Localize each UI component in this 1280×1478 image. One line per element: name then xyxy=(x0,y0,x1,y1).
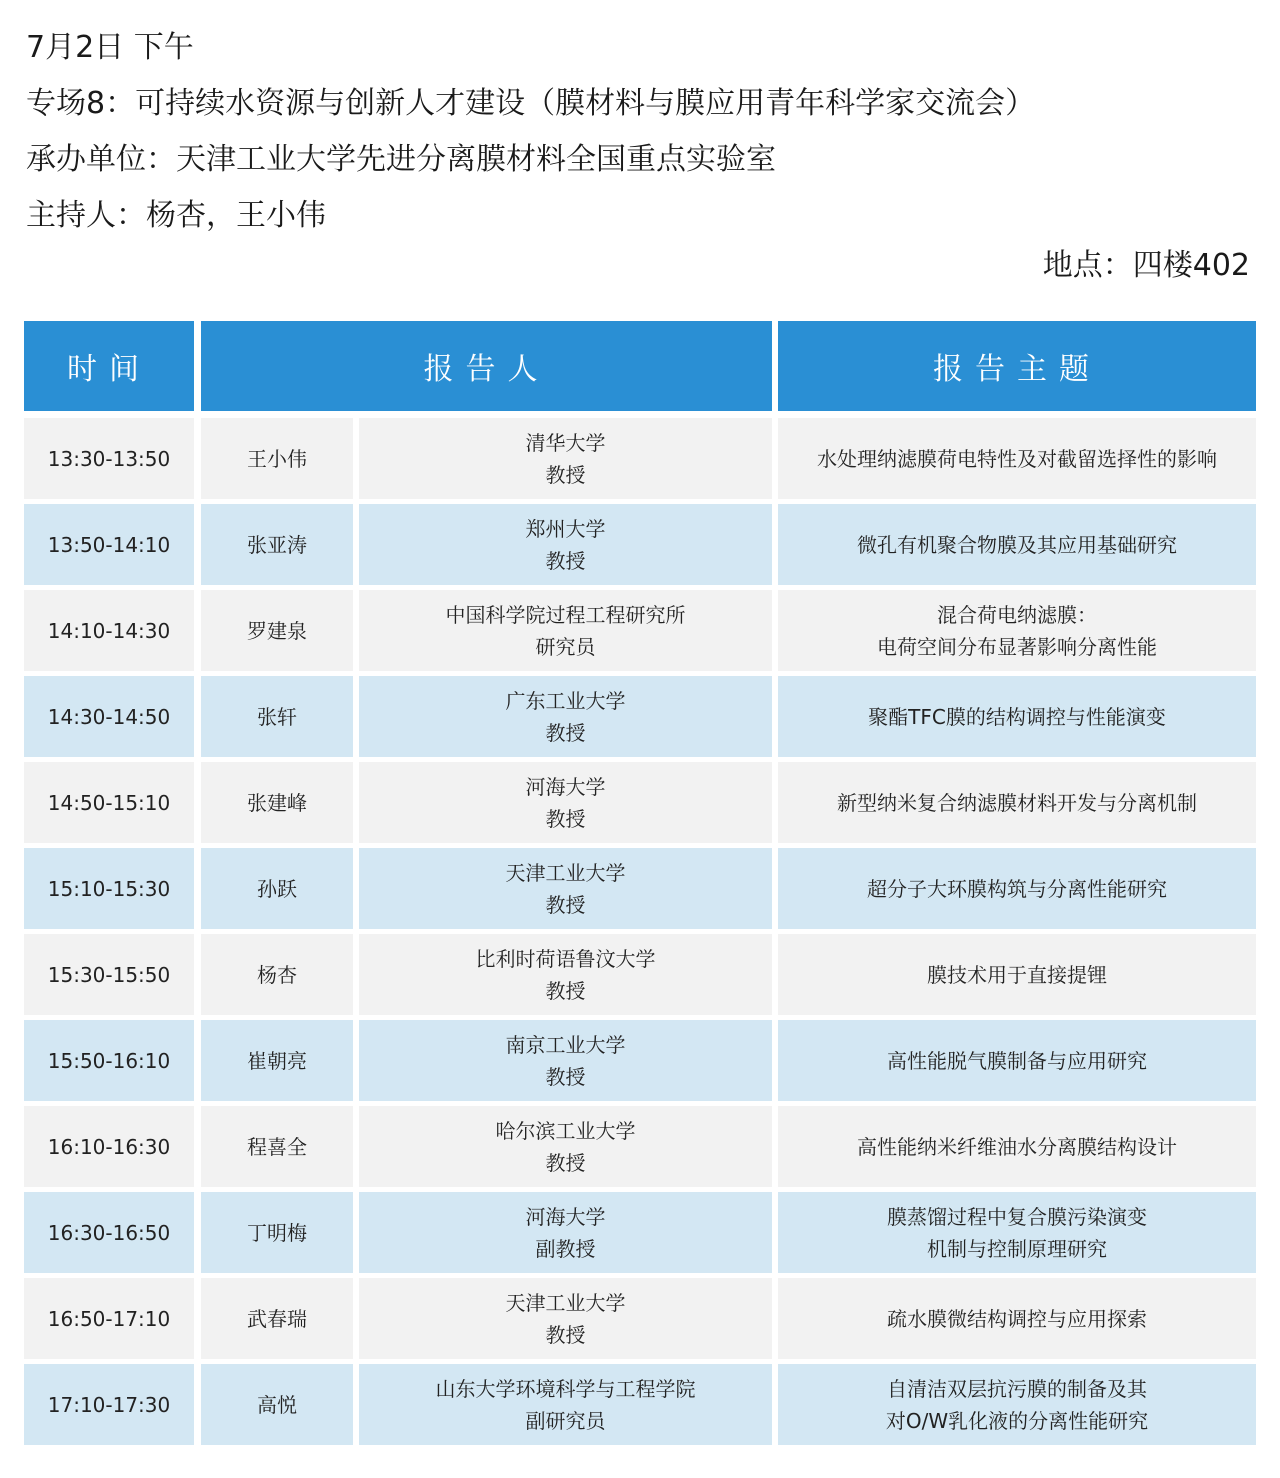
cell-affiliation-line: 中国科学院过程工程研究所 xyxy=(445,602,686,627)
cell-time xyxy=(24,590,194,671)
cell-speaker xyxy=(201,1106,353,1187)
cell-topic-line: 聚酯TFC膜的结构调控与性能演变 xyxy=(868,704,1166,729)
cell-topic-line: 机制与控制原理研究 xyxy=(927,1236,1107,1261)
cell-time xyxy=(24,1106,194,1187)
cell-topic xyxy=(778,762,1256,843)
cell-affiliation-line: 天津工业大学 xyxy=(505,1290,626,1315)
cell-topic xyxy=(778,1278,1256,1359)
cell-speaker-text: 武春瑞 xyxy=(247,1306,307,1331)
cell-affiliation-line: 清华大学 xyxy=(525,430,606,455)
cell-time xyxy=(24,1364,194,1445)
cell-affiliation xyxy=(359,1192,772,1273)
cell-time xyxy=(24,934,194,1015)
cell-topic xyxy=(778,504,1256,585)
cell-topic-line: 超分子大环膜构筑与分离性能研究 xyxy=(867,876,1167,901)
cell-speaker-text: 高悦 xyxy=(257,1392,297,1417)
cell-speaker xyxy=(201,762,353,843)
cell-time-text: 13:30-13:50 xyxy=(47,446,171,471)
cell-topic xyxy=(778,676,1256,757)
cell-speaker xyxy=(201,1364,353,1445)
cell-time xyxy=(24,676,194,757)
cell-time-text: 16:50-17:10 xyxy=(47,1306,171,1331)
session-title: 专场8：可持续水资源与创新人才建设（膜材料与膜应用青年科学家交流会） xyxy=(26,86,1036,121)
cell-speaker xyxy=(201,1192,353,1273)
cell-speaker xyxy=(201,1020,353,1101)
cell-affiliation-line: 山东大学环境科学与工程学院 xyxy=(435,1376,696,1401)
cell-topic-line: 水处理纳滤膜荷电特性及对截留选择性的影响 xyxy=(817,446,1217,471)
cell-speaker xyxy=(201,590,353,671)
cell-affiliation xyxy=(359,1106,772,1187)
cell-topic xyxy=(778,934,1256,1015)
cell-affiliation xyxy=(359,1364,772,1445)
cell-topic xyxy=(778,1364,1256,1445)
cell-affiliation-line: 天津工业大学 xyxy=(505,860,626,885)
cell-topic-line: 膜蒸馏过程中复合膜污染演变 xyxy=(887,1204,1147,1229)
cell-affiliation-line: 南京工业大学 xyxy=(505,1032,626,1057)
cell-topic-line: 膜技术用于直接提锂 xyxy=(927,962,1107,987)
cell-time-text: 15:10-15:30 xyxy=(47,876,171,901)
cell-speaker-text: 张轩 xyxy=(257,704,297,729)
cell-topic-line: 电荷空间分布显著影响分离性能 xyxy=(877,634,1157,659)
cell-time xyxy=(24,848,194,929)
cell-affiliation-line: 教授 xyxy=(545,548,586,573)
column-header-speaker: 报告人 xyxy=(201,321,772,411)
cell-speaker-text: 丁明梅 xyxy=(247,1220,307,1245)
cell-affiliation-line: 郑州大学 xyxy=(525,516,606,541)
cell-affiliation-line: 比利时荷语鲁汶大学 xyxy=(475,946,656,971)
cell-speaker xyxy=(201,676,353,757)
cell-affiliation-line: 教授 xyxy=(545,720,586,745)
cell-speaker-text: 罗建泉 xyxy=(247,618,307,643)
cell-affiliation-line: 教授 xyxy=(545,1322,586,1347)
cell-affiliation-line: 河海大学 xyxy=(525,1204,606,1229)
cell-affiliation-line: 教授 xyxy=(545,806,586,831)
cell-topic-line: 混合荷电纳滤膜： xyxy=(937,602,1097,627)
cell-time xyxy=(24,504,194,585)
cell-affiliation-line: 哈尔滨工业大学 xyxy=(495,1118,636,1143)
column-header-topic: 报告主题 xyxy=(778,321,1256,411)
cell-affiliation xyxy=(359,590,772,671)
cell-time-text: 15:50-16:10 xyxy=(47,1048,171,1073)
cell-affiliation xyxy=(359,1278,772,1359)
cell-time-text: 17:10-17:30 xyxy=(47,1392,171,1417)
cell-topic-line: 微孔有机聚合物膜及其应用基础研究 xyxy=(857,532,1177,557)
cell-time xyxy=(24,1278,194,1359)
cell-speaker-text: 王小伟 xyxy=(247,446,307,471)
cell-topic-line: 新型纳米复合纳滤膜材料开发与分离机制 xyxy=(837,790,1197,815)
cell-affiliation xyxy=(359,418,772,499)
cell-topic xyxy=(778,590,1256,671)
cell-affiliation-line: 副教授 xyxy=(535,1236,596,1261)
cell-affiliation xyxy=(359,848,772,929)
cell-time-text: 15:30-15:50 xyxy=(47,962,171,987)
cell-time-text: 16:30-16:50 xyxy=(47,1220,171,1245)
cell-speaker-text: 张亚涛 xyxy=(247,532,307,557)
cell-topic-line: 高性能纳米纤维油水分离膜结构设计 xyxy=(857,1134,1177,1159)
cell-time-text: 16:10-16:30 xyxy=(47,1134,171,1159)
cell-speaker xyxy=(201,848,353,929)
cell-speaker-text: 崔朝亮 xyxy=(247,1048,307,1073)
cell-topic-line: 高性能脱气膜制备与应用研究 xyxy=(887,1048,1147,1073)
cell-topic xyxy=(778,1192,1256,1273)
cell-affiliation-line: 教授 xyxy=(545,892,586,917)
cell-speaker xyxy=(201,504,353,585)
cell-topic-line: 疏水膜微结构调控与应用探索 xyxy=(887,1306,1147,1331)
cell-topic xyxy=(778,1106,1256,1187)
cell-speaker-text: 孙跃 xyxy=(257,876,297,901)
cell-topic-line: 自清洁双层抗污膜的制备及其 xyxy=(887,1376,1147,1401)
cell-time-text: 13:50-14:10 xyxy=(47,532,171,557)
cell-speaker-text: 程喜全 xyxy=(247,1134,307,1159)
cell-affiliation xyxy=(359,504,772,585)
cell-topic xyxy=(778,1020,1256,1101)
cell-time-text: 14:50-15:10 xyxy=(47,790,171,815)
cell-speaker xyxy=(201,418,353,499)
session-date: 7月2日 下午 xyxy=(26,30,194,65)
cell-affiliation-line: 教授 xyxy=(545,978,586,1003)
cell-speaker xyxy=(201,1278,353,1359)
session-location: 地点：四楼402 xyxy=(1042,248,1250,283)
cell-time-text: 14:10-14:30 xyxy=(47,618,171,643)
session-organizer: 承办单位：天津工业大学先进分离膜材料全国重点实验室 xyxy=(26,142,776,177)
cell-affiliation-line: 教授 xyxy=(545,462,586,487)
session-hosts: 主持人：杨杏，王小伟 xyxy=(26,198,326,233)
cell-speaker xyxy=(201,934,353,1015)
cell-speaker-text: 张建峰 xyxy=(247,790,307,815)
cell-time-text: 14:30-14:50 xyxy=(47,704,171,729)
cell-affiliation xyxy=(359,762,772,843)
cell-affiliation xyxy=(359,934,772,1015)
cell-affiliation-line: 教授 xyxy=(545,1150,586,1175)
cell-affiliation-line: 河海大学 xyxy=(525,774,606,799)
cell-topic xyxy=(778,848,1256,929)
cell-time xyxy=(24,418,194,499)
cell-topic-line: 对O/W乳化液的分离性能研究 xyxy=(885,1408,1149,1433)
cell-time xyxy=(24,762,194,843)
cell-speaker-text: 杨杏 xyxy=(257,962,297,987)
cell-affiliation xyxy=(359,1020,772,1101)
cell-topic xyxy=(778,418,1256,499)
column-header-time: 时间 xyxy=(24,321,194,411)
cell-affiliation-line: 研究员 xyxy=(535,634,596,659)
cell-affiliation-line: 副研究员 xyxy=(525,1408,606,1433)
cell-time xyxy=(24,1020,194,1101)
cell-affiliation-line: 教授 xyxy=(545,1064,586,1089)
cell-affiliation-line: 广东工业大学 xyxy=(505,688,626,713)
cell-time xyxy=(24,1192,194,1273)
cell-affiliation xyxy=(359,676,772,757)
